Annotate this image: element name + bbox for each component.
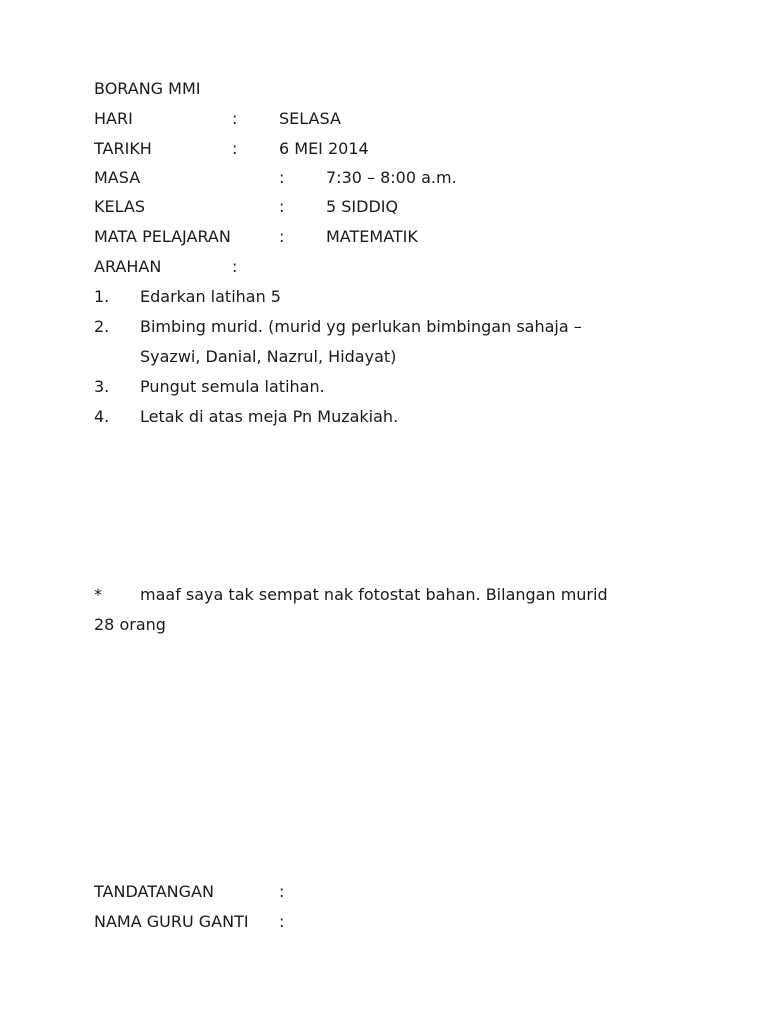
mata-pelajaran-separator: : (279, 227, 285, 246)
kelas-separator: : (279, 197, 285, 216)
kelas-value: 5 SIDDIQ (326, 197, 399, 216)
instruction-text: Edarkan latihan 5 (140, 287, 281, 306)
nama-guru-ganti-separator: : (279, 912, 285, 931)
tarikh-value: 6 MEI 2014 (279, 139, 369, 158)
kelas-label: KELAS (94, 197, 145, 216)
instruction-text: Pungut semula latihan. (140, 377, 325, 396)
masa-separator: : (279, 168, 285, 187)
instruction-text-continued: Syazwi, Danial, Nazrul, Hidayat) (140, 347, 397, 366)
instruction-number: 4. (94, 407, 110, 426)
instruction-text: Letak di atas meja Pn Muzakiah. (140, 407, 399, 426)
hari-value: SELASA (279, 109, 341, 128)
masa-label: MASA (94, 168, 141, 187)
tandatangan-label: TANDATANGAN (94, 882, 214, 901)
arahan-label: ARAHAN (94, 257, 162, 276)
note-marker: * (94, 585, 102, 604)
tarikh-separator: : (232, 139, 238, 158)
hari-label: HARI (94, 109, 133, 128)
hari-separator: : (232, 109, 238, 128)
mata-pelajaran-value: MATEMATIK (326, 227, 418, 246)
instruction-number: 1. (94, 287, 110, 306)
tandatangan-separator: : (279, 882, 285, 901)
nama-guru-ganti-label: NAMA GURU GANTI (94, 912, 249, 931)
mata-pelajaran-label: MATA PELAJARAN (94, 227, 231, 246)
document-title: BORANG MMI (94, 79, 201, 98)
note-text-continued: 28 orang (94, 615, 166, 634)
note-text: maaf saya tak sempat nak fotostat bahan. Bilangan murid (140, 585, 608, 604)
instruction-text: Bimbing murid. (murid yg perlukan bimbingan sahaja – (140, 317, 582, 336)
tarikh-label: TARIKH (94, 139, 152, 158)
arahan-separator: : (232, 257, 238, 276)
instruction-number: 3. (94, 377, 110, 396)
instruction-number: 2. (94, 317, 110, 336)
masa-value: 7:30 – 8:00 a.m. (326, 168, 457, 187)
